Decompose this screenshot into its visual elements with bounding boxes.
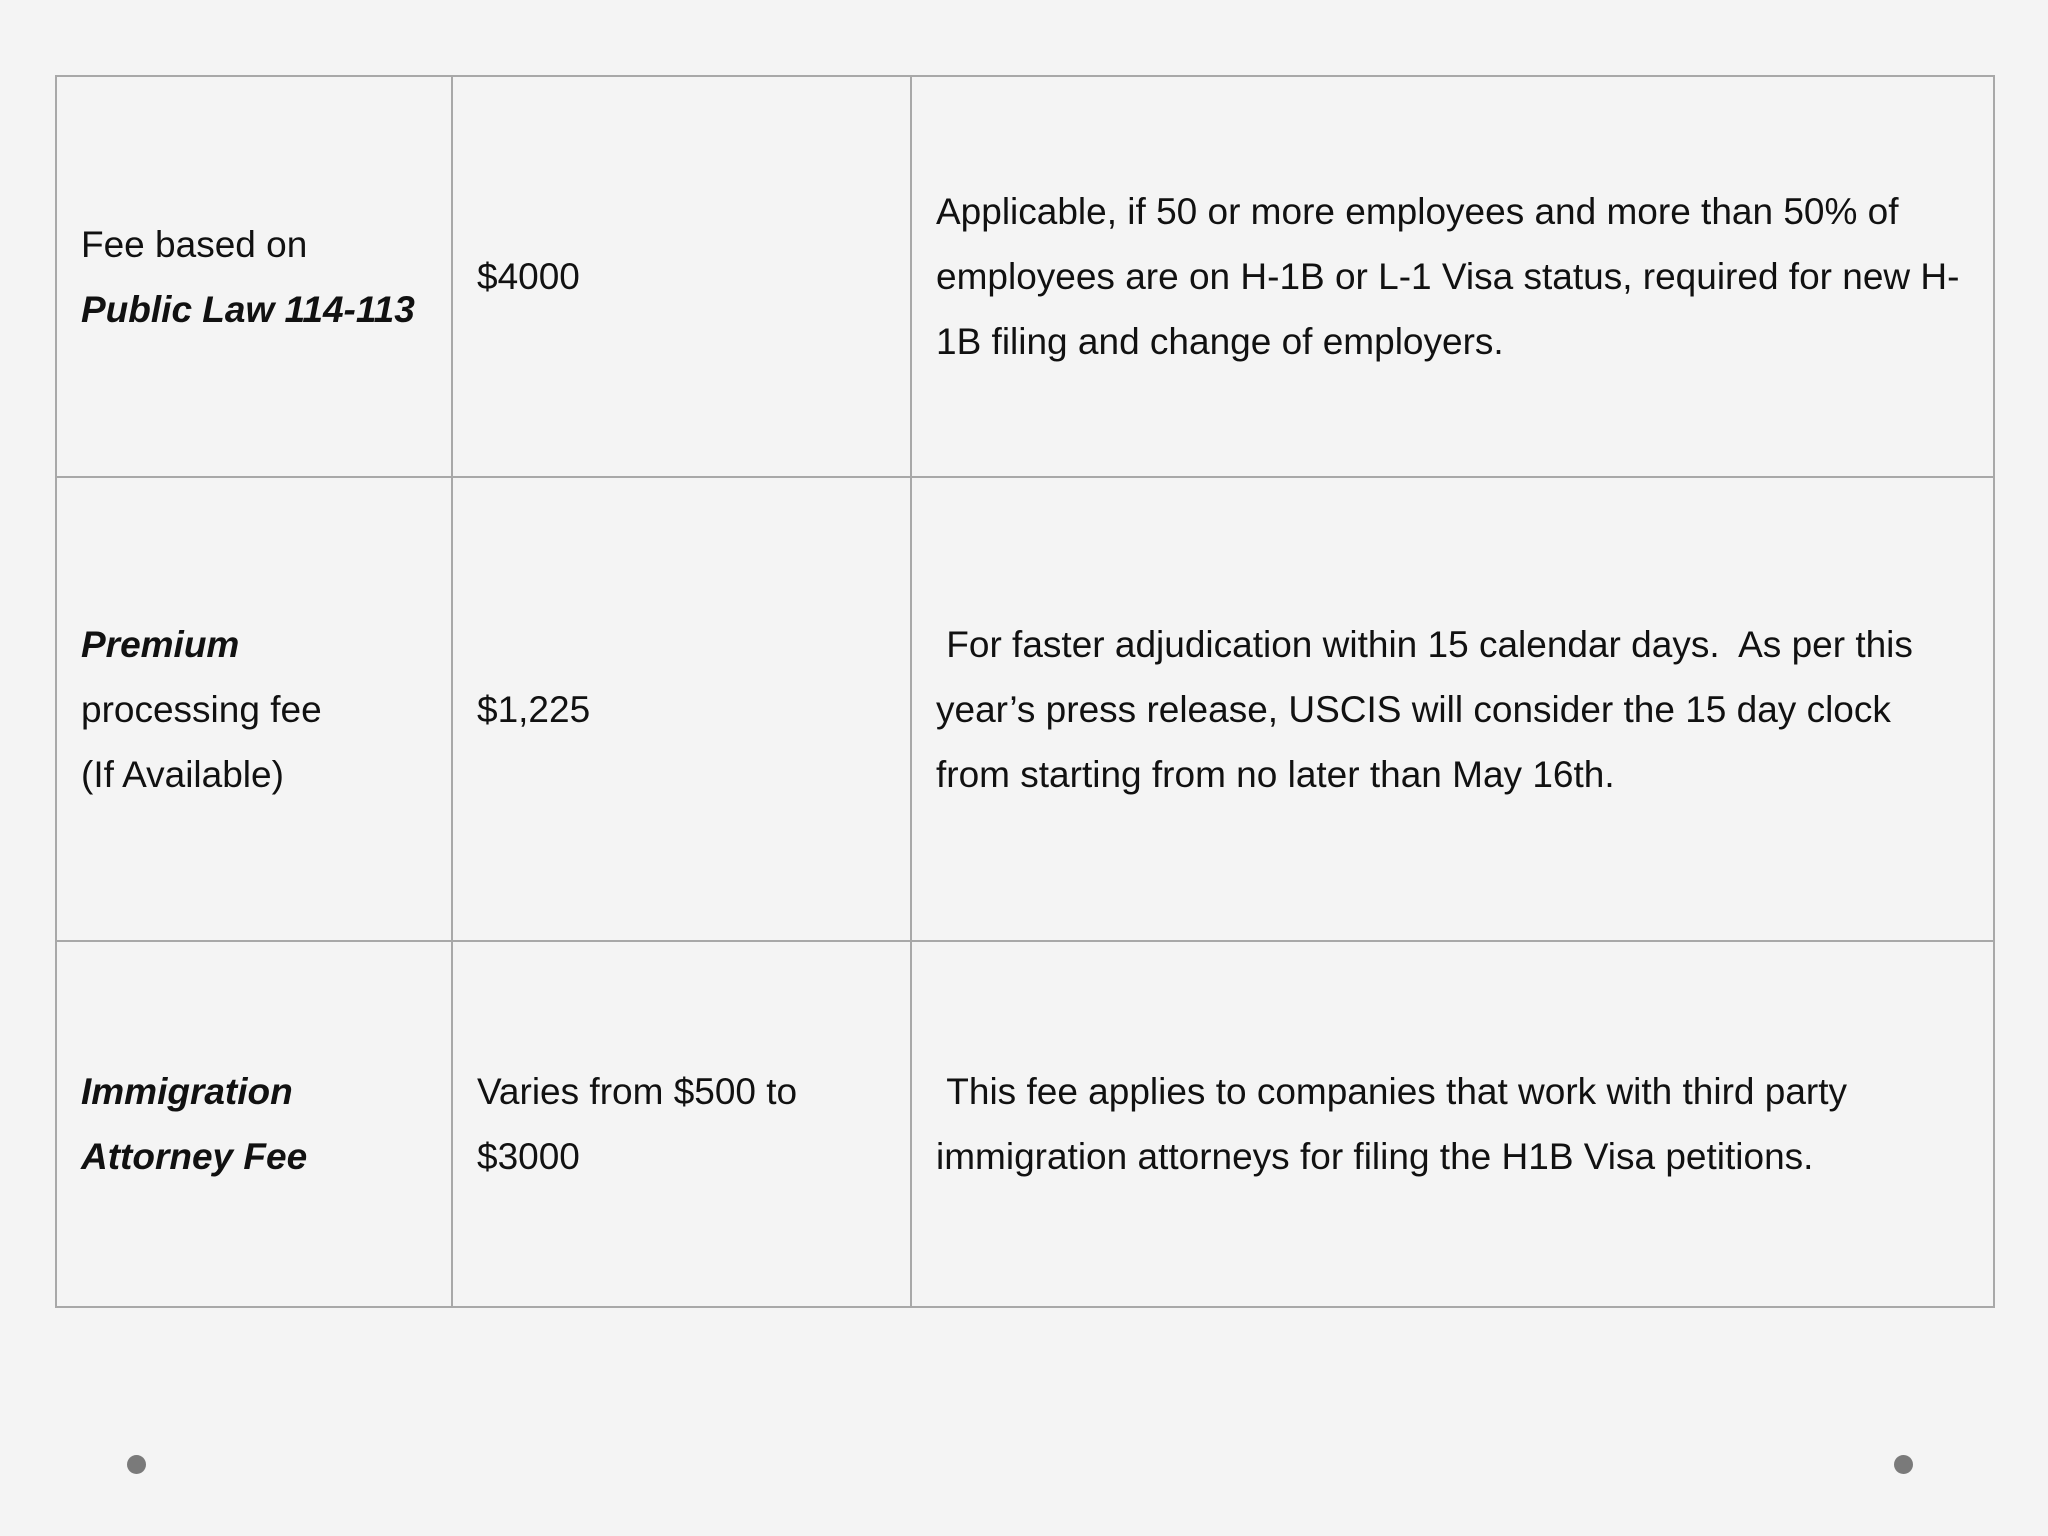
fee-table: [55, 75, 1995, 1308]
fee-name-bold: Public Law 114-113: [81, 288, 415, 330]
fee-description: This fee applies to companies that work with third party immigration attorneys for filing the H1B Visa petitions.: [936, 1071, 1858, 1177]
fee-amount-cell: [452, 477, 911, 941]
fee-description: Applicable, if 50 or more employees and more than 50% of employees are on H-1B or L-1 Visa status, required for new H-1B filing and change of employers.: [936, 191, 1960, 362]
fee-description-cell: [911, 477, 1994, 941]
fee-amount-cell: [452, 76, 911, 477]
table-row: [56, 477, 1994, 941]
fee-name-cell: [56, 76, 452, 477]
fee-amount-cell: [452, 941, 911, 1307]
fee-name-bold: Attorney Fee: [81, 1136, 308, 1177]
fee-amount: Varies from $500 to $3000: [477, 1071, 798, 1177]
table-row: [56, 76, 1994, 477]
fee-description: For faster adjudication within 15 calendar days. As per this year’s press release, USCIS will consider the 15 day clock from starting from no later than May 16th.: [936, 623, 1924, 795]
fee-amount: $4000: [477, 256, 580, 297]
fee-name-suffix: (If Available): [81, 753, 284, 795]
fee-amount: $1,225: [477, 688, 591, 730]
fee-name-cell: [56, 941, 452, 1307]
bullet-dot-icon: [1894, 1455, 1913, 1474]
fee-name-bold: Immigration: [81, 1071, 293, 1112]
fee-name-prefix: Fee based on: [81, 223, 308, 265]
fee-name-suffix: processing fee: [81, 688, 322, 730]
fee-name-cell: [56, 477, 452, 941]
fee-description-cell: [911, 941, 1994, 1307]
table-row: [56, 941, 1994, 1307]
bullet-dot-icon: [127, 1455, 146, 1474]
fee-description-cell: [911, 76, 1994, 477]
fee-name-bold: Premium: [81, 623, 240, 665]
